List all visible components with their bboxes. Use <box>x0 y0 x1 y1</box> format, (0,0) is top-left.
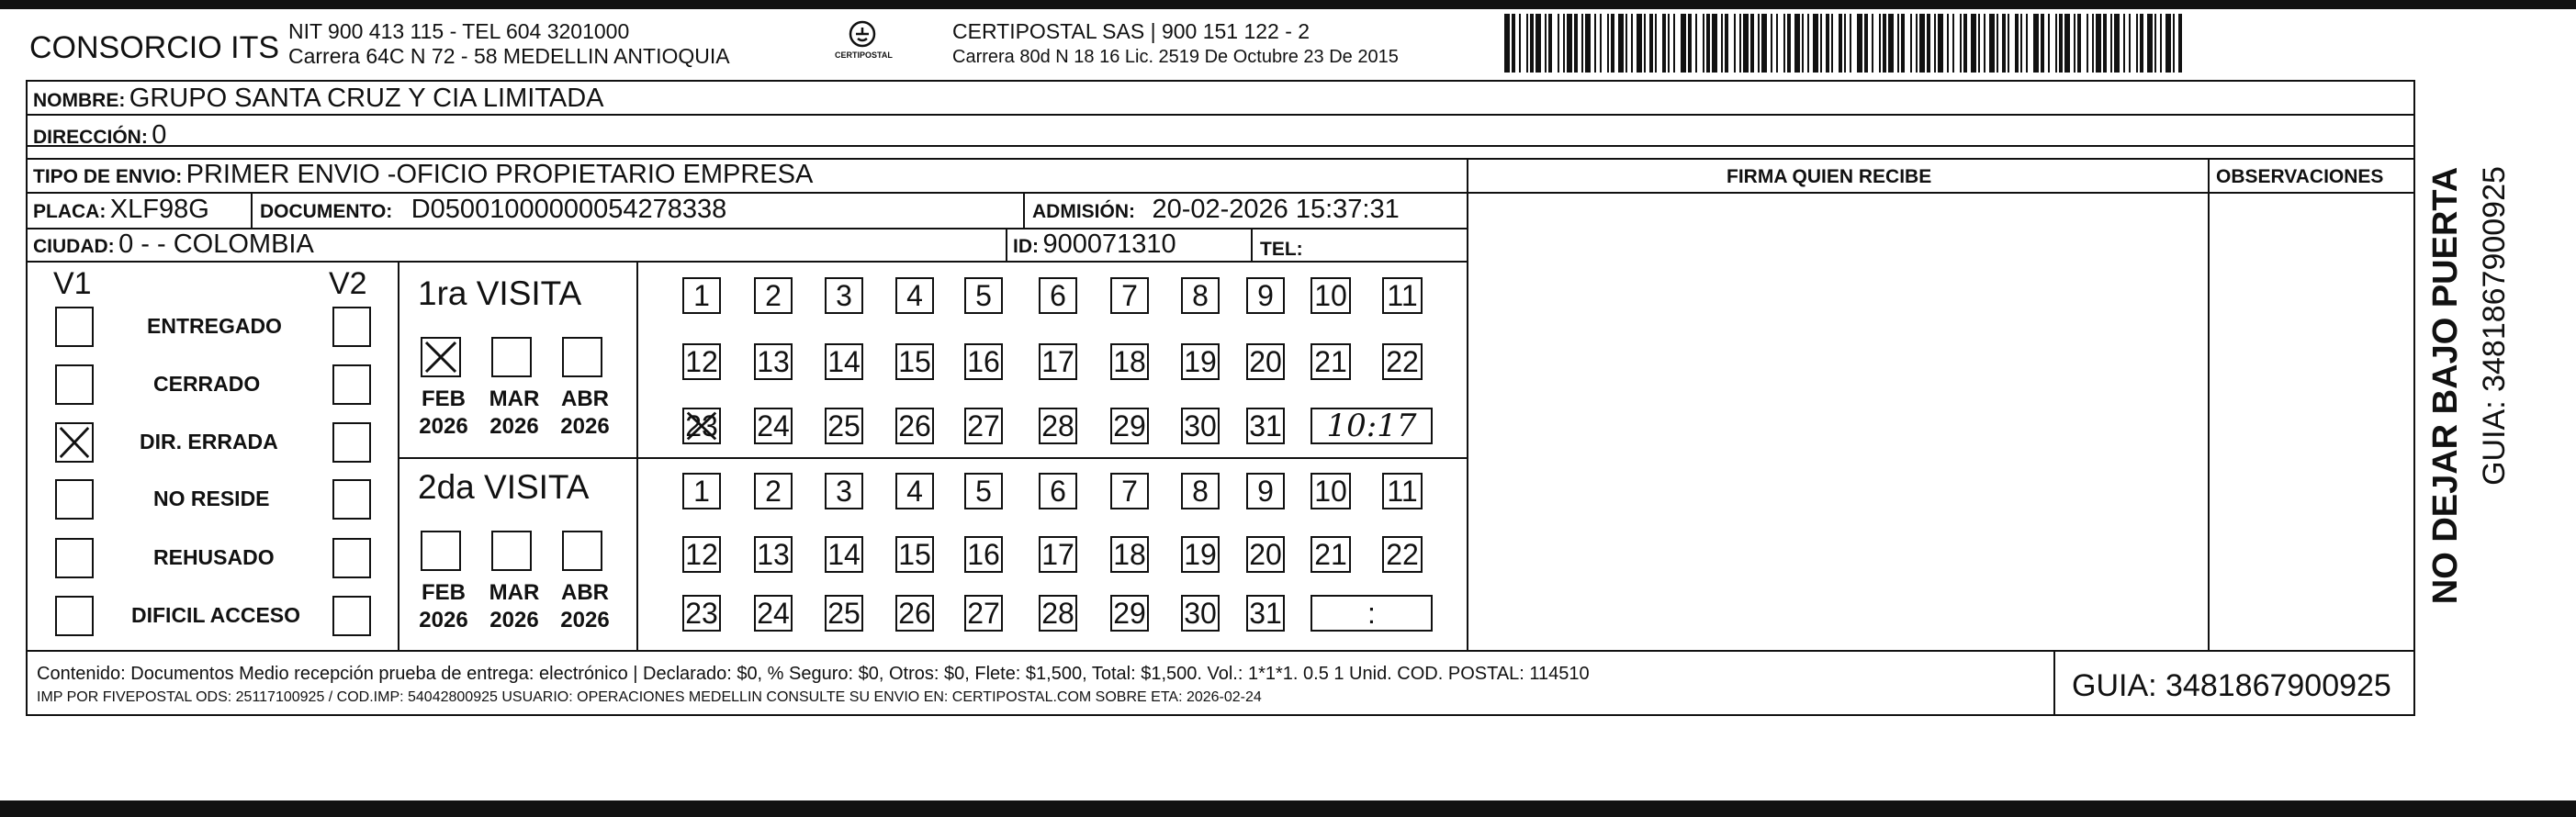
day-box[interactable] <box>1181 343 1220 380</box>
day-number: 23 <box>685 597 718 630</box>
day-box[interactable] <box>825 277 863 314</box>
day-number: 9 <box>1257 279 1274 312</box>
day-number: 10 <box>1314 279 1347 312</box>
month-name: ABR <box>561 580 609 605</box>
v1-checkbox[interactable] <box>55 479 94 520</box>
day-box[interactable] <box>1181 536 1220 573</box>
month-name: MAR <box>489 386 540 411</box>
day-number: 10 <box>1314 475 1347 508</box>
day-box[interactable] <box>754 343 793 380</box>
day-box[interactable] <box>1246 595 1285 632</box>
day-number: 24 <box>757 409 790 442</box>
day-number: 7 <box>1121 475 1138 508</box>
rule <box>26 714 2415 716</box>
day-number: 17 <box>1041 345 1074 378</box>
tipo-envio-row <box>33 162 813 188</box>
rule <box>1251 228 1253 261</box>
company-address: Carrera 64C N 72 - 58 MEDELLIN ANTIOQUIA <box>288 44 730 68</box>
day-number: 11 <box>1387 475 1418 508</box>
day-number: 29 <box>1113 597 1146 630</box>
rule <box>398 263 399 650</box>
day-number: 5 <box>975 475 992 508</box>
observations-area[interactable] <box>2210 194 2413 650</box>
day-number: 4 <box>906 475 923 508</box>
month-label <box>480 386 548 441</box>
day-number: 16 <box>967 345 1000 378</box>
month-label <box>551 579 619 634</box>
day-box[interactable] <box>1246 277 1285 314</box>
day-number: 11 <box>1387 279 1418 312</box>
day-number: 12 <box>685 345 718 378</box>
day-box[interactable] <box>1110 343 1149 380</box>
side-guia: GUIA: 3481867900925 <box>2477 166 2512 486</box>
day-box[interactable] <box>1110 408 1149 444</box>
day-box[interactable] <box>895 473 934 509</box>
day-box[interactable] <box>895 536 934 573</box>
day-number: 13 <box>757 345 790 378</box>
second-visit-time[interactable] <box>1310 595 1433 632</box>
ciudad-value: 0 - - COLOMBIA <box>118 229 314 259</box>
day-number: 15 <box>898 538 931 571</box>
footer-guia: GUIA: 3481867900925 <box>2072 668 2391 703</box>
company-name: CONSORCIO ITS <box>29 30 280 65</box>
month-checkbox[interactable] <box>491 531 532 571</box>
day-number: 13 <box>757 538 790 571</box>
tel-row <box>1260 234 1303 261</box>
day-box[interactable] <box>1039 536 1077 573</box>
rule <box>399 457 1467 459</box>
day-number: 6 <box>1050 475 1066 508</box>
day-box[interactable] <box>1382 536 1423 573</box>
status-option-label: REHUSADO <box>153 545 275 569</box>
day-box[interactable] <box>1110 536 1149 573</box>
v2-checkbox[interactable] <box>332 422 371 463</box>
day-box[interactable] <box>1382 473 1423 509</box>
day-box[interactable] <box>895 277 934 314</box>
direccion-row <box>33 122 166 149</box>
nombre-value: GRUPO SANTA CRUZ Y CIA LIMITADA <box>129 84 604 113</box>
direccion-value: 0 <box>152 120 167 150</box>
v2-checkbox[interactable] <box>332 538 371 578</box>
day-box[interactable] <box>1246 473 1285 509</box>
day-number: 21 <box>1314 538 1347 571</box>
day-box[interactable] <box>754 473 793 509</box>
rule <box>26 80 2415 82</box>
documento-row <box>260 196 726 223</box>
company-nit-tel: NIT 900 413 115 - TEL 604 3201000 <box>288 19 630 43</box>
top-border <box>0 0 2576 9</box>
day-number: 31 <box>1249 597 1282 630</box>
month-year: 2026 <box>560 414 610 439</box>
status-option-label: ENTREGADO <box>147 314 282 338</box>
admision-value: 20-02-2026 15:37:31 <box>1152 195 1400 224</box>
day-number: 12 <box>685 538 718 571</box>
first-visit-label: 1ra VISITA <box>418 274 582 312</box>
time-value: 10:17 <box>1326 408 1417 444</box>
day-number: 14 <box>827 538 861 571</box>
status-option-label: CERRADO <box>153 372 261 396</box>
day-number: 7 <box>1121 279 1138 312</box>
day-number: 3 <box>836 475 852 508</box>
day-box[interactable] <box>964 408 1003 444</box>
day-number: 9 <box>1257 475 1274 508</box>
day-mark <box>684 409 719 442</box>
tel-label: TEL: <box>1260 239 1303 260</box>
id-value: 900071310 <box>1042 229 1176 259</box>
rule <box>2053 652 2055 714</box>
day-number: 23 <box>685 409 718 442</box>
day-box[interactable] <box>1181 595 1220 632</box>
rule <box>1006 228 1007 261</box>
day-box[interactable] <box>682 473 721 509</box>
month-year: 2026 <box>560 608 610 632</box>
month-checkbox[interactable] <box>562 531 602 571</box>
documento-value: D05001000000054278338 <box>411 195 727 224</box>
day-number: 30 <box>1184 409 1217 442</box>
certipostal-address: Carrera 80d N 18 16 Lic. 2519 De Octubre 23 De 2015 <box>952 47 1399 67</box>
day-box[interactable] <box>1181 408 1220 444</box>
day-box[interactable] <box>1039 595 1077 632</box>
rule <box>26 114 2413 116</box>
rule <box>26 261 1468 263</box>
status-option-label: DIFICIL ACCESO <box>131 603 301 627</box>
firma-label: FIRMA QUIEN RECIBE <box>1727 166 1932 187</box>
placa-row <box>33 196 209 223</box>
rule <box>26 650 2413 652</box>
v1-checkbox[interactable] <box>55 364 94 405</box>
tipo-envio-value: PRIMER ENVIO -OFICIO PROPIETARIO EMPRESA <box>186 160 814 189</box>
day-box[interactable] <box>1246 536 1285 573</box>
day-box[interactable] <box>1181 277 1220 314</box>
month-name: MAR <box>489 580 540 605</box>
day-box[interactable] <box>964 595 1003 632</box>
id-label: ID: <box>1013 236 1039 257</box>
month-year: 2026 <box>489 414 539 439</box>
rule <box>2413 80 2415 716</box>
month-label <box>410 579 478 634</box>
day-number: 5 <box>975 279 992 312</box>
month-checkbox[interactable] <box>562 337 602 377</box>
day-box[interactable] <box>682 343 721 380</box>
month-year: 2026 <box>419 414 468 439</box>
day-box[interactable] <box>1310 343 1351 380</box>
day-number: 21 <box>1314 345 1347 378</box>
day-box[interactable] <box>754 277 793 314</box>
month-checkbox[interactable] <box>421 531 461 571</box>
rule <box>636 263 638 650</box>
v1-checkbox[interactable] <box>55 422 94 463</box>
bottom-band <box>0 800 2576 817</box>
day-box[interactable] <box>682 408 721 444</box>
day-box[interactable] <box>825 536 863 573</box>
v2-checkbox[interactable] <box>332 479 371 520</box>
month-name: FEB <box>422 580 466 605</box>
day-number: 27 <box>967 409 1000 442</box>
footer-imp: IMP POR FIVEPOSTAL ODS: 25117100925 / COD.IMP: 54042800925 USUARIO: OPERACIONES MEDELLIN CONSULTE SU ENVIO EN: CERTIPOSTAL.COM SOBRE ETA: 2026-02-24 <box>37 689 1262 705</box>
rule <box>251 192 253 228</box>
day-box[interactable] <box>1310 277 1351 314</box>
v2-checkbox[interactable] <box>332 364 371 405</box>
status-option-label: DIR. ERRADA <box>140 430 278 453</box>
day-number: 4 <box>906 279 923 312</box>
day-number: 22 <box>1386 345 1419 378</box>
day-box[interactable] <box>682 277 721 314</box>
day-number: 18 <box>1113 345 1146 378</box>
documento-label: DOCUMENTO: <box>260 201 393 222</box>
direccion-label: DIRECCIÓN: <box>33 127 148 148</box>
month-label <box>551 386 619 441</box>
certipostal-nit: CERTIPOSTAL SAS | 900 151 122 - 2 <box>952 19 1310 43</box>
day-box[interactable] <box>1382 343 1423 380</box>
barcode <box>1504 14 2188 73</box>
day-number: 1 <box>693 279 710 312</box>
month-name: ABR <box>561 386 609 411</box>
day-number: 25 <box>827 597 861 630</box>
day-box[interactable] <box>895 595 934 632</box>
day-number: 22 <box>1386 538 1419 571</box>
day-number: 19 <box>1184 345 1217 378</box>
id-row <box>1013 231 1176 258</box>
day-number: 20 <box>1249 538 1282 571</box>
day-box[interactable] <box>964 343 1003 380</box>
v1-checkbox[interactable] <box>55 538 94 578</box>
second-visit-label: 2da VISITA <box>418 468 590 506</box>
day-number: 6 <box>1050 279 1066 312</box>
signature-area[interactable] <box>1468 194 2208 650</box>
day-box[interactable] <box>754 408 793 444</box>
day-box[interactable] <box>895 343 934 380</box>
observaciones-label: OBSERVACIONES <box>2216 166 2384 187</box>
barcode-bar <box>2178 14 2182 73</box>
day-box[interactable] <box>1039 473 1077 509</box>
day-box[interactable] <box>825 595 863 632</box>
day-box[interactable] <box>825 343 863 380</box>
day-box[interactable] <box>682 595 721 632</box>
certipostal-logo-text: CERTIPOSTAL <box>835 50 893 60</box>
day-box[interactable] <box>1039 408 1077 444</box>
time-value: : <box>1367 597 1376 630</box>
placa-value: XLF98G <box>109 195 209 224</box>
day-number: 2 <box>765 279 782 312</box>
day-box[interactable] <box>754 536 793 573</box>
tipo-envio-label: TIPO DE ENVIO: <box>33 166 183 187</box>
day-box[interactable] <box>682 536 721 573</box>
day-box[interactable] <box>1110 277 1149 314</box>
day-box[interactable] <box>1382 277 1423 314</box>
day-number: 16 <box>967 538 1000 571</box>
month-label <box>410 386 478 441</box>
day-box[interactable] <box>964 277 1003 314</box>
v2-checkbox[interactable] <box>332 307 371 347</box>
ciudad-label: CIUDAD: <box>33 236 115 257</box>
rule <box>26 192 1468 194</box>
no-dejar-bajo-puerta: NO DEJAR BAJO PUERTA <box>2426 166 2465 605</box>
day-box[interactable] <box>1310 473 1351 509</box>
day-number: 26 <box>898 409 931 442</box>
day-number: 26 <box>898 597 931 630</box>
day-box[interactable] <box>1246 408 1285 444</box>
day-box[interactable] <box>1181 473 1220 509</box>
day-number: 8 <box>1192 475 1209 508</box>
month-label <box>480 579 548 634</box>
day-box[interactable] <box>1310 536 1351 573</box>
status-option-label: NO RESIDE <box>153 487 270 510</box>
day-number: 30 <box>1184 597 1217 630</box>
ciudad-row <box>33 231 314 258</box>
admision-label: ADMISIÓN: <box>1032 201 1135 222</box>
v1-label: V1 <box>53 266 92 301</box>
v1-checkbox[interactable] <box>55 596 94 636</box>
footer-contenido: Contenido: Documentos Medio recepción prueba de entrega: electrónico | Declarado: $0, % Seguro: $0, Otros: $0, Flete: $1,500, Total: $1,500. Vol.: 1*1*1. 0.5 1 Unid. COD. POSTAL: 114510 <box>37 664 1590 684</box>
day-number: 2 <box>765 475 782 508</box>
nombre-row <box>33 85 604 112</box>
day-box[interactable] <box>754 595 793 632</box>
v1-checkbox[interactable] <box>55 307 94 347</box>
v2-checkbox[interactable] <box>332 596 371 636</box>
day-number: 3 <box>836 279 852 312</box>
placa-label: PLACA: <box>33 201 107 222</box>
day-number: 8 <box>1192 279 1209 312</box>
day-box[interactable] <box>1110 595 1149 632</box>
day-number: 14 <box>827 345 861 378</box>
day-box[interactable] <box>1039 277 1077 314</box>
month-year: 2026 <box>489 608 539 632</box>
day-number: 19 <box>1184 538 1217 571</box>
day-number: 24 <box>757 597 790 630</box>
nombre-label: NOMBRE: <box>33 90 126 111</box>
month-name: FEB <box>422 386 466 411</box>
rule <box>26 145 2413 147</box>
day-number: 25 <box>827 409 861 442</box>
day-box[interactable] <box>964 536 1003 573</box>
day-number: 20 <box>1249 345 1282 378</box>
certipostal-logo <box>832 18 893 64</box>
day-number: 29 <box>1113 409 1146 442</box>
rule <box>1023 192 1025 228</box>
month-checkbox[interactable] <box>421 337 461 377</box>
admision-row <box>1032 196 1400 223</box>
day-number: 31 <box>1249 409 1282 442</box>
day-number: 28 <box>1041 597 1074 630</box>
day-number: 17 <box>1041 538 1074 571</box>
day-box[interactable] <box>1110 473 1149 509</box>
day-number: 27 <box>967 597 1000 630</box>
rule <box>26 80 28 716</box>
day-box[interactable] <box>964 473 1003 509</box>
day-number: 18 <box>1113 538 1146 571</box>
day-number: 15 <box>898 345 931 378</box>
day-number: 1 <box>693 475 710 508</box>
day-box[interactable] <box>1246 343 1285 380</box>
day-box[interactable] <box>825 408 863 444</box>
day-box[interactable] <box>825 473 863 509</box>
first-visit-time[interactable] <box>1310 408 1433 444</box>
month-checkbox[interactable] <box>491 337 532 377</box>
day-box[interactable] <box>1039 343 1077 380</box>
month-year: 2026 <box>419 608 468 632</box>
day-box[interactable] <box>895 408 934 444</box>
day-number: 28 <box>1041 409 1074 442</box>
v2-label: V2 <box>329 266 367 301</box>
